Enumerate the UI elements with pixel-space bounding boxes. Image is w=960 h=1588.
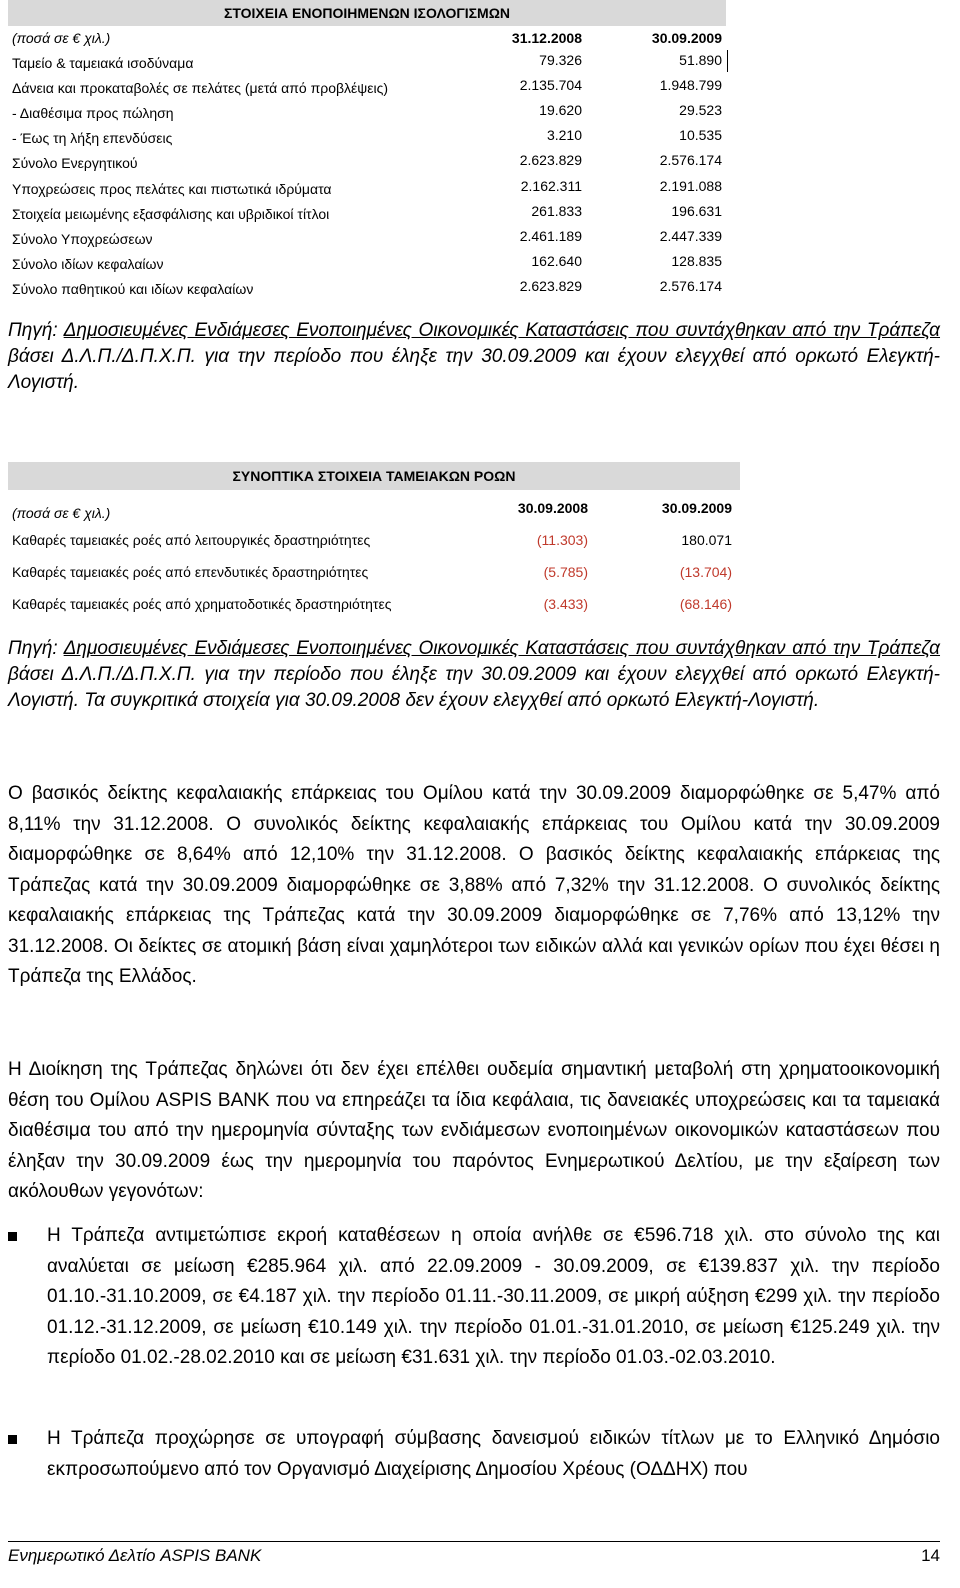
balance-row-value-2009: 51.890 <box>679 52 722 68</box>
cashflow-row-value-2008: (3.433) <box>543 596 588 612</box>
balance-row-label: - Διαθέσιμα προς πώληση <box>12 105 174 121</box>
capital-adequacy-paragraph: Ο βασικός δείκτης κεφαλαιακής επάρκειας του Ομίλου κατά την 30.09.2009 διαμορφώθηκε σε 5,47% από 8,11% την 31.12.2008. Ο συνολικός δείκτης κεφαλαιακής επάρκειας του Ομίλου κατά την 30.09.2009 διαμορφώθηκε σε 8,64% από 12,10% την 31.12.2008. Ο βασικός δείκτης κεφαλαιακής επάρκειας της Τράπεζας κατά την 30.09.2009 διαμορφώθηκε σε 3,88% από 7,32% την 31.12.2008. Ο συνολικός δείκτης κεφαλαιακής επάρκειας της Τράπεζας κατά την 30.09.2009 διαμορφώθηκε σε 7,76% από 13,12% την 31.12.2008. Οι δείκτες σε ατομική βάση είναι χαμηλότεροι των ειδικών αλλά και γενικών ορίων που έχει θέσει η Τράπεζα της Ελλάδος. <box>8 783 940 987</box>
balance-row-label: Σύνολο ιδίων κεφαλαίων <box>12 256 164 272</box>
balance-row-value-2008: 2.135.704 <box>519 77 582 93</box>
balance-row-value-2008: 19.620 <box>539 102 582 118</box>
balance-row-label: Σύνολο παθητικού και ιδίων κεφαλαίων <box>12 281 254 297</box>
balance-row-label: Στοιχεία μειωμένης εξασφάλισης και υβριδικοί τίτλοι <box>12 206 330 222</box>
balance-row-value-2008: 2.623.829 <box>519 152 582 168</box>
balance-unit: (ποσά σε € χιλ.) <box>12 30 111 46</box>
balance-row-value-2009: 29.523 <box>679 102 722 118</box>
cashflow-col2-header: 30.09.2009 <box>661 500 732 516</box>
balance-row-label: Ταμείο & ταμειακά ισοδύναμα <box>12 55 194 71</box>
balance-row-value-2008: 3.210 <box>546 127 582 143</box>
cashflow-row-label: Καθαρές ταμειακές ροές από χρηματοδοτικές δραστηριότητες <box>12 596 392 612</box>
management-statement-paragraph: Η Διοίκηση της Τράπεζας δηλώνει ότι δεν έχει επέλθει ουδεμία σημαντική μεταβολή στη χρηματοοικονομική θέση του Ομίλου ASPIS BANK που να επηρεάζει τα ίδια κεφάλαια, τις δανειακές υποχρεώσεις και τα ταμειακά διαθέσιμα του από την ημερομηνία σύνταξης των ενδιάμεσων ενοποιημένων οικονομικών καταστάσεων που έληξαν την 30.09.2009 έως την ημερομηνία του παρόντος Ενημερωτικού Δελτίου, με την εξαίρεση των ακόλουθων γεγονότων: <box>8 1059 940 1202</box>
cashflow-col1-header: 30.09.2008 <box>517 500 588 516</box>
balance-row-value-2008: 2.623.829 <box>519 278 582 294</box>
balance-table-header <box>8 0 726 26</box>
balance-row-label: Δάνεια και προκαταβολές σε πελάτες (μετά από προβλέψεις) <box>12 80 389 96</box>
balance-row-label: Σύνολο Ενεργητικού <box>12 155 138 171</box>
source-underlined: Δημοσιευμένες Ενδιάμεσες Ενοποιημένες Οικονομικές Καταστάσεις που συντάχθηκαν από την Τράπεζα <box>63 320 941 341</box>
cashflow-row-label: Καθαρές ταμειακές ροές από επενδυτικές δραστηριότητες <box>12 564 369 580</box>
balance-row-value-2008: 261.833 <box>531 203 582 219</box>
cashflow-row-label: Καθαρές ταμειακές ροές από λειτουργικές δραστηριότητες <box>12 532 371 548</box>
balance-source-note: Πηγή: Δημοσιευμένες Ενδιάμεσες Ενοποιημένες Οικονομικές Καταστάσεις που συντάχθηκαν από την Τράπεζα βάσει Δ.Λ.Π./Δ.Π.Χ.Π. για την περίοδο που έληξε την 30.09.2009 και έχουν ελεγχθεί από ορκωτό Ελεγκτή-Λογιστή. <box>8 320 941 393</box>
cashflow-table-title: ΣΥΝΟΠΤΙΚΑ ΣΤΟΙΧΕΙΑ ΤΑΜΕΙΑΚΩΝ ΡΟΩΝ <box>232 468 516 484</box>
balance-row-value-2009: 196.631 <box>671 203 722 219</box>
page-number: 14 <box>921 1546 940 1565</box>
bullet-item-securities: Η Τράπεζα προχώρησε σε υπογραφή σύμβασης δανεισμού ειδικών τίτλων με το Ελληνικό Δημόσιο εκπροσωπούμενο από τον Οργανισμό Διαχείρισης Δημοσίου Χρέους (ΟΔΔΗΧ) που <box>47 1428 940 1480</box>
balance-table-right-border <box>727 50 728 72</box>
balance-row-value-2008: 2.162.311 <box>520 178 582 194</box>
source-underlined: Δημοσιευμένες Ενδιάμεσες Ενοποιημένες Οικονομικές Καταστάσεις που συντάχθηκαν από την Τράπεζα <box>63 638 941 659</box>
footer-divider <box>8 1541 940 1542</box>
balance-row-value-2008: 162.640 <box>531 253 582 269</box>
balance-row-value-2008: 79.326 <box>539 52 582 68</box>
balance-col2-header: 30.09.2009 <box>651 30 722 46</box>
balance-row-value-2009: 2.447.339 <box>659 228 722 244</box>
cashflow-row-value-2009: (13.704) <box>679 564 732 580</box>
footer-title: Ενημερωτικό Δελτίο ASPIS BANK <box>8 1546 262 1565</box>
balance-row-label: - Έως τη λήξη επενδύσεις <box>12 130 173 146</box>
balance-row-value-2009: 2.576.174 <box>659 278 722 294</box>
balance-row-label: Σύνολο Υποχρεώσεων <box>12 231 153 247</box>
balance-col1-header: 31.12.2008 <box>511 30 582 46</box>
cashflow-row-value-2009: 180.071 <box>681 532 732 548</box>
balance-table-title: ΣΤΟΙΧΕΙΑ ΕΝΟΠΟΙΗΜΕΝΩΝ ΙΣΟΛΟΓΙΣΜΩΝ <box>223 5 511 21</box>
bullet-square-icon <box>8 1435 17 1444</box>
balance-row-value-2009: 1.948.799 <box>659 77 722 93</box>
bullet-square-icon <box>8 1232 17 1241</box>
cashflow-row-value-2009: (68.146) <box>679 596 732 612</box>
cashflow-unit: (ποσά σε € χιλ.) <box>12 505 111 521</box>
balance-row-value-2009: 128.835 <box>671 253 722 269</box>
balance-row-value-2009: 10.535 <box>679 127 722 143</box>
cashflow-row-value-2008: (11.303) <box>536 532 588 548</box>
cashflow-source-note: Πηγή: Δημοσιευμένες Ενδιάμεσες Ενοποιημένες Οικονομικές Καταστάσεις που συντάχθηκαν από την Τράπεζα βάσει Δ.Λ.Π./Δ.Π.Χ.Π. για την περίοδο που έληξε την 30.09.2009 και έχουν ελεγχθεί από ορκωτό Ελεγκτή-Λογιστή. Τα συγκριτικά στοιχεία για 30.09.2008 δεν έχουν ελεγχθεί από ορκωτό Ελεγκτή-Λογιστή. <box>8 638 941 711</box>
balance-row-value-2008: 2.461.189 <box>519 228 582 244</box>
balance-row-value-2009: 2.191.088 <box>659 178 722 194</box>
cashflow-row-value-2008: (5.785) <box>543 564 588 580</box>
balance-row-label: Υποχρεώσεις προς πελάτες και πιστωτικά ιδρύματα <box>12 181 332 197</box>
cashflow-table-header <box>8 462 740 490</box>
bullet-item-deposits: Η Τράπεζα αντιμετώπισε εκροή καταθέσεων η οποία ανήλθε σε €596.718 χιλ. στο σύνολο της και αναλύεται σε μείωση €285.964 χιλ. από 22.09.2009 - 30.09.2009, σε €139.837 χιλ. την περίοδο 01.10.-31.10.2009, σε €4.187 χιλ. την περίοδο 01.11.-30.11.2009, σε μικρή αύξηση €299 χιλ. την περίοδο 01.12.-31.12.2009, σε μείωση €10.149 χιλ. την περίοδο 01.01.-31.01.2010, σε μείωση €125.249 χιλ. την περίοδο 01.02.-28.02.2010 και σε μείωση €31.631 χιλ. την περίοδο 01.03.-02.03.2010. <box>47 1225 940 1368</box>
balance-row-value-2009: 2.576.174 <box>659 152 722 168</box>
